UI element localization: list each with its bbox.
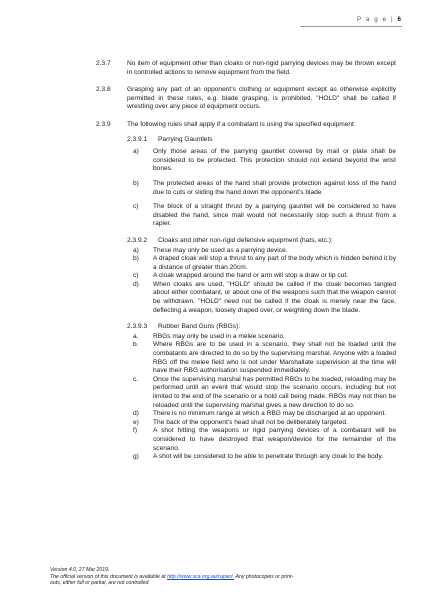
list-text: The protected areas of the hand shall provide protection against loss of the hand due to cuts or sliding the hand down the opponent’s blade [153, 179, 396, 196]
footer-notice-suffix: Any photocopies or print- [234, 573, 294, 580]
footer-line-3: outs, either full or partial, are not controlled. [50, 580, 150, 587]
list-letter: b) [133, 255, 139, 263]
list-item [133, 255, 396, 272]
header-rule [300, 26, 402, 27]
subsection-2-3-9-3-heading [96, 323, 396, 332]
list-letter: d) [133, 410, 139, 418]
section-number: 2.3.8 [96, 86, 111, 94]
subsection-title: Parrying Gauntlets [158, 135, 213, 143]
list-text: A draped cloak will stop a thrust to any part of the body which is hidden behind it by a distance of greater than 20cm. [153, 255, 396, 271]
list-letter: f) [133, 427, 138, 435]
list-text: Where RBGs are to be used in a scenario, they shall not be loaded until the combatants are directed to do so by the supervising marshal. Anyone with a loaded RBG off the melee field who is not under Marshallate supervision at the time will have their RBG authorisation suspended immediately. [153, 341, 396, 375]
list-letter: g) [133, 453, 139, 461]
list-item [133, 272, 396, 281]
footer-link[interactable]: http://www.sca.org.au/rapier/. [167, 573, 235, 580]
list-text: When cloaks are used, "HOLD" should be called if the cloak becomes tangled about either combatant, or about one of the weapons such that the weapon cannot be withdrawn. "HOLD" need not be called if the cloak is merely near the face, deflecting a weapon, loosely draped over, or weighting down the blade. [153, 280, 396, 314]
list-item [133, 148, 396, 174]
list-item [133, 410, 396, 419]
list-text: These may only be used as a parrying device. [153, 246, 288, 254]
section-2-3-8 [96, 86, 396, 112]
page-label: P a g e | [356, 16, 395, 23]
subsection-number: 2.3.9.3 [127, 323, 148, 331]
list-letter: a) [133, 246, 139, 254]
list-letter: c. [133, 375, 139, 383]
list-item [133, 419, 396, 428]
list-text: The block of a straight thrust by a parrying gauntlet will be considered to have disabled the hand, since mail would not necessarily stop such a thrust from a rapier. [153, 203, 396, 228]
list-item [133, 453, 396, 462]
list-item [133, 333, 396, 342]
list-text: RBGs may only be used in a melee scenario. [153, 332, 285, 340]
list-letter: b) [133, 179, 139, 187]
list-letter: c) [133, 203, 139, 211]
page-footer [50, 567, 410, 587]
list-item [133, 247, 396, 256]
subsection-2-3-9-1-heading [96, 136, 396, 145]
list-letter: d) [133, 280, 139, 288]
list-text: A cloak wrapped around the hand or arm will stop a draw or tip cut. [153, 272, 348, 280]
list-item [133, 376, 396, 410]
subsection-number: 2.3.9.1 [127, 135, 148, 143]
list-text: Once the supervising marshal has permitted RBGs to be loaded, reloading may be performed until an event that would stop the scenario occurs, including but not limited to the end of the scenario or a hold call being made. RBGs may not then be reloaded until the supervising marshal gives a new direction to do so. [153, 375, 396, 409]
list-letter: a) [133, 148, 139, 156]
document-body [96, 60, 396, 462]
section-text: The following rules shall apply if a combatant is using the specified equipment: [127, 120, 356, 128]
list-letter: a. [133, 332, 139, 340]
section-2-3-9 [96, 121, 396, 130]
list-text: A shot will be considered to be able to penetrate through any cloak to the body. [153, 453, 384, 461]
list-item [133, 203, 396, 229]
list-letter: b. [133, 341, 139, 349]
list-text: Only those areas of the parrying gauntlet covered by mail or plate shall be considered to be protected. This protection should not extend beyond the wrist bones. [153, 148, 396, 173]
page-header [357, 16, 401, 23]
subsection-number: 2.3.9.2 [127, 236, 148, 244]
page-number: 6 [397, 16, 401, 23]
list-item [133, 281, 396, 315]
section-text: No item of equipment other than cloaks or non-rigid parrying devices may be thrown except in controlled actions to remove equipment from the field. [127, 60, 396, 76]
list-item [133, 180, 396, 197]
list-item [133, 341, 396, 375]
footer-version: Version 4.0, 27 Mar 2019. [50, 567, 110, 573]
footer-notice [50, 574, 410, 581]
list-text: The back of the opponent’s head shall not be deliberately targeted. [153, 418, 348, 426]
subsection-2-3-9-2-heading [96, 237, 396, 246]
section-text: Grasping any part of an opponent’s clothing or equipment except as otherwise explicitly permitted in these rules, e.g. blade grasping, is prohibited. "HOLD" shall be called if wrestling over any piece of equipment occurs. [127, 86, 396, 111]
list-item [133, 427, 396, 453]
list-letter: c) [133, 272, 139, 280]
footer-notice-prefix: The official version of this document is available at [50, 573, 168, 580]
subsection-title: Cloaks and other non-rigid defensive equipment (hats, etc.): [158, 236, 333, 244]
section-number: 2.3.7 [96, 60, 111, 67]
section-number: 2.3.9 [96, 120, 111, 128]
list-text: A shot hitting the weapons or rigid parrying devices of a combatant will be considered to have destroyed that weapon/device for the remainder of the scenario. [153, 427, 396, 452]
subsection-title: Rubber Band Guns (RBGs): [158, 323, 241, 331]
section-2-3-7 [96, 60, 396, 77]
list-letter: e) [133, 418, 139, 426]
list-text: There is no minimum range at which a RBG may be discharged at an opponent. [153, 410, 387, 418]
